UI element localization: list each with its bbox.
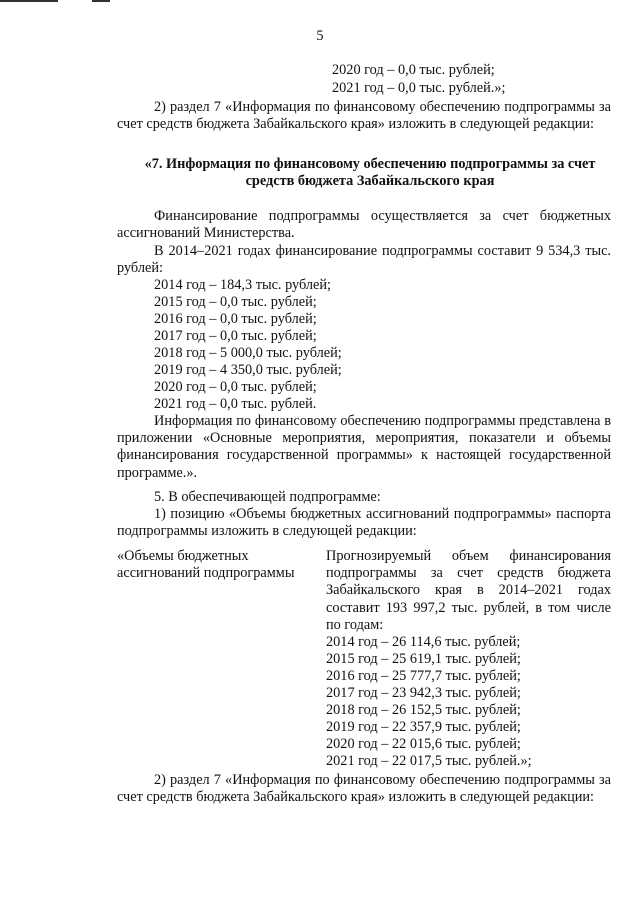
passport-position-value: Прогнозируемый объем финансирования подпрограммы за счет средств бюджета Забайкальского края в 2014–2021 годах составит 193 997,2 тыс. рублей, в том числе по годам: (326, 548, 611, 633)
total-financing-paragraph: В 2014–2021 годах финансирование подпрограммы составит 9 534,3 тыс. рублей: (117, 243, 611, 277)
financing-paragraph: Финансирование подпрограммы осуществляется за счет бюджетных ассигнований Министерства. (117, 208, 611, 242)
table-year-line: 2020 год – 22 015,6 тыс. рублей; (326, 736, 521, 752)
page-number: 5 (316, 28, 324, 44)
information-paragraph: Информация по финансовому обеспечению подпрограммы представлена в приложении «Основные мероприятия, мероприятия, показатели и объемы финансирования государственной программы» к настоящей государственной программе.». (117, 413, 611, 481)
year-line: 2017 год – 0,0 тыс. рублей; (154, 328, 317, 344)
table-year-line: 2015 год – 25 619,1 тыс. рублей; (326, 651, 521, 667)
section-amendment-paragraph-2: 2) раздел 7 «Информация по финансовому обеспечению подпрограммы за счет средств бюджета Забайкальского края» изложить в следующей редакции: (117, 772, 611, 806)
item-5-heading: 5. В обеспечивающей подпрограмме: (154, 489, 381, 505)
item-5-1-paragraph: 1) позицию «Объемы бюджетных ассигнований подпрограммы» паспорта подпрограммы изложить в следующей редакции: (117, 506, 611, 540)
scan-edge-mark (0, 0, 58, 2)
scan-edge-mark (92, 0, 110, 2)
top-year-line: 2021 год – 0,0 тыс. рублей.»; (332, 80, 506, 96)
table-year-line: 2019 год – 22 357,9 тыс. рублей; (326, 719, 521, 735)
year-line: 2020 год – 0,0 тыс. рублей; (154, 379, 317, 395)
table-year-line: 2021 год – 22 017,5 тыс. рублей.»; (326, 753, 532, 769)
table-year-line: 2016 год – 25 777,7 тыс. рублей; (326, 668, 521, 684)
table-year-line: 2017 год – 23 942,3 тыс. рублей; (326, 685, 521, 701)
passport-position-label: «Объемы бюджетных ассигнований подпрограммы (117, 548, 295, 582)
section-heading: «7. Информация по финансовому обеспечению подпрограммы за счет средств бюджета Забайкальского края (144, 156, 596, 190)
section-amendment-paragraph: 2) раздел 7 «Информация по финансовому обеспечению подпрограммы за счет средств бюджета Забайкальского края» изложить в следующей редакции: (117, 99, 611, 133)
year-line: 2015 год – 0,0 тыс. рублей; (154, 294, 317, 310)
year-line: 2014 год – 184,3 тыс. рублей; (154, 277, 332, 293)
year-line: 2019 год – 4 350,0 тыс. рублей; (154, 362, 342, 378)
top-year-line: 2020 год – 0,0 тыс. рублей; (332, 62, 495, 78)
year-line: 2018 год – 5 000,0 тыс. рублей; (154, 345, 342, 361)
table-year-line: 2018 год – 26 152,5 тыс. рублей; (326, 702, 521, 718)
year-line: 2016 год – 0,0 тыс. рублей; (154, 311, 317, 327)
year-line: 2021 год – 0,0 тыс. рублей. (154, 396, 317, 412)
table-year-line: 2014 год – 26 114,6 тыс. рублей; (326, 634, 521, 650)
